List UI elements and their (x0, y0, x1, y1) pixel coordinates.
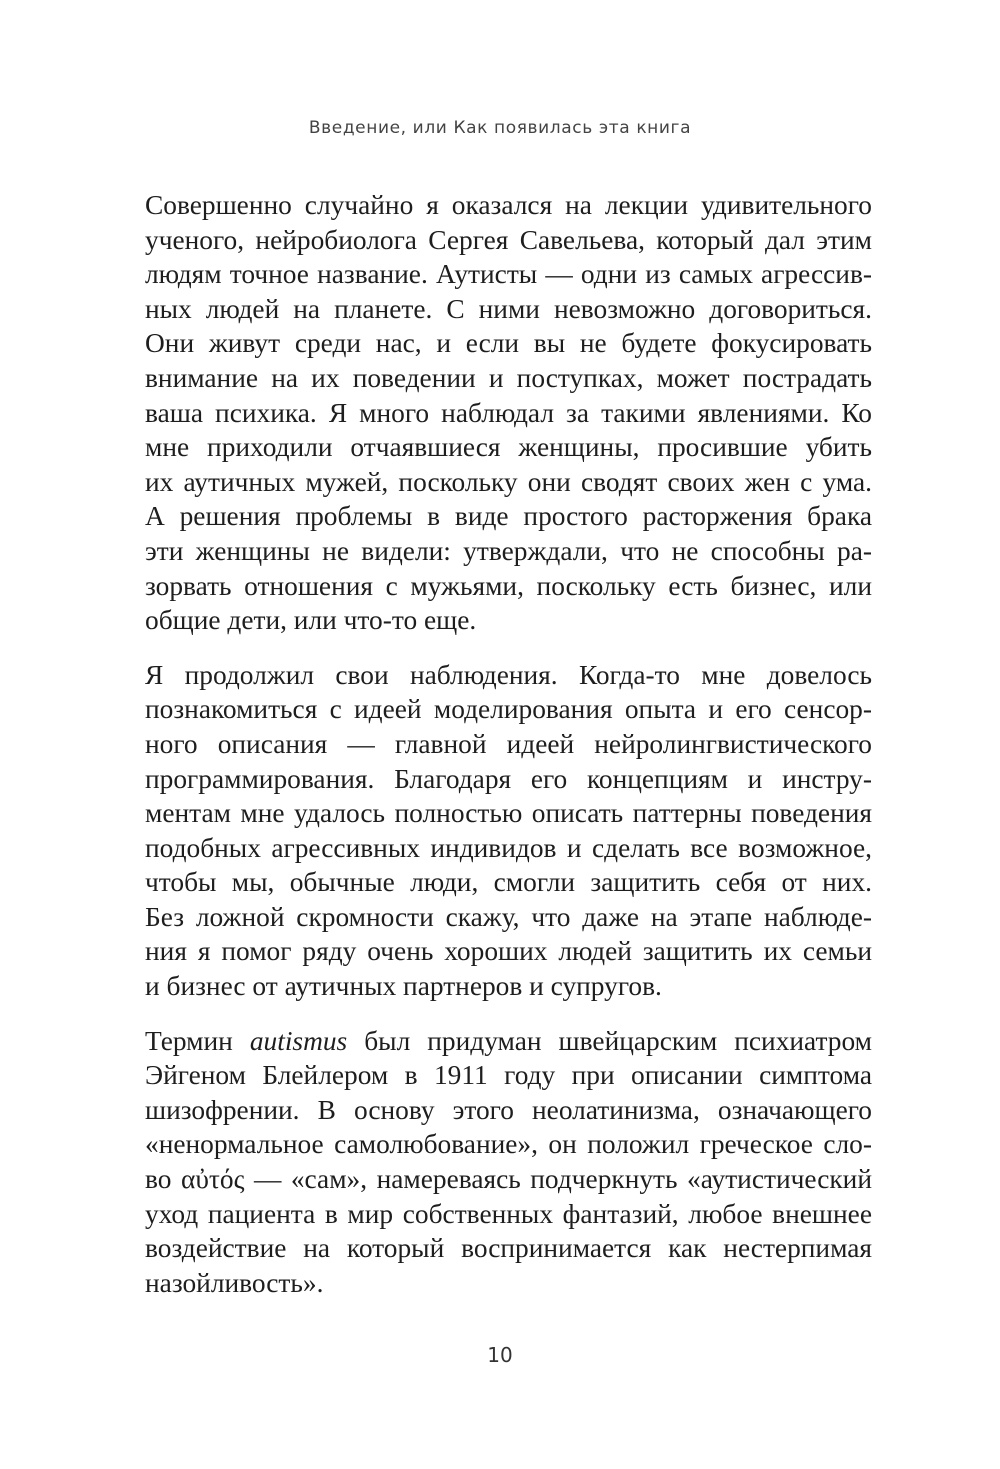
text-line: познакомиться с идеей моделирования опыта и его сенсор- (145, 694, 872, 725)
text-line: ваша психика. Я много наблюдал за такими явлениями. Ко (145, 397, 872, 428)
text-line: Без ложной скромности скажу, что даже на этапе наблюде- (145, 901, 872, 932)
text-line: общие дети, или что-то еще. (145, 605, 477, 636)
text-line: воздействие на который воспринимается как нестерпимая (145, 1233, 872, 1264)
text-line: Я продолжил свои наблюдения. Когда-то мне довелось (145, 659, 872, 690)
text-line: ментам мне удалось полностью описать паттерны поведения (145, 798, 872, 829)
text-line: их аутичных мужей, поскольку они сводят своих жен с ума. (145, 466, 872, 497)
text-line: людям точное название. Аутисты — одни из самых агрессив- (145, 259, 872, 290)
text-line: мне приходили отчаявшиеся женщины, просившие убить (145, 432, 872, 463)
text-line: Они живут среди нас, и если вы не будете фокусировать (145, 328, 872, 359)
text-line: шизофрении. В основу этого неолатинизма, означающего (145, 1094, 872, 1125)
text-line: А решения проблемы в виде простого расторжения брака (145, 501, 872, 532)
text-line: Совершенно случайно я оказался на лекции удивительного (145, 190, 872, 220)
text-line: внимание на их поведении и поступках, может пострадать (145, 362, 872, 393)
paragraph-1 (145, 188, 872, 638)
text-line: во αὐτός — «сам», намереваясь подчеркнуть «аутистический (145, 1164, 872, 1195)
text-line: программирования. Благодаря его концепциям и инстру- (145, 763, 872, 794)
text-line: чтобы мы, обычные люди, смогли защитить себя от них. (145, 867, 872, 898)
text-line: ных людей на планете. С ними невозможно договориться. (145, 293, 872, 324)
text-line: подобных агрессивных индивидов и сделать все возможное, (145, 832, 872, 863)
text-line: «ненормальное самолюбование», он положил греческое сло- (145, 1129, 872, 1160)
paragraph-gap (145, 638, 872, 658)
page-number: 10 (487, 1343, 513, 1367)
italic-term: autismus (249, 1025, 348, 1056)
text-line: эти женщины не видели: утверждали, что не способны ра- (145, 535, 872, 566)
paragraph-gap (145, 1004, 872, 1024)
text-line: зорвать отношения с мужьями, поскольку есть бизнес, или (145, 570, 872, 601)
running-header: Введение, или Как появилась эта книга (308, 118, 692, 138)
text-line: Эйгеном Блейлером в 1911 году при описании симптома (145, 1060, 872, 1091)
paragraph-2 (145, 658, 872, 1004)
body-text (145, 188, 872, 1300)
text-line: и бизнес от аутичных партнеров и супругов. (145, 971, 662, 1002)
text-line: Термин autismus был придуман швейцарским психиатром (145, 1025, 873, 1056)
text-line: ного описания — главной идеей нейролингвистического (145, 728, 872, 759)
text-line: уход пациента в мир собственных фантазий, любое внешнее (145, 1198, 872, 1229)
text-line: ученого, нейробиолога Сергея Савельева, который дал этим (145, 224, 872, 255)
text-line: ния я помог ряду очень хороших людей защитить их семьи (145, 936, 872, 967)
text-line: назойливость». (145, 1267, 324, 1298)
paragraph-3 (145, 1024, 872, 1301)
